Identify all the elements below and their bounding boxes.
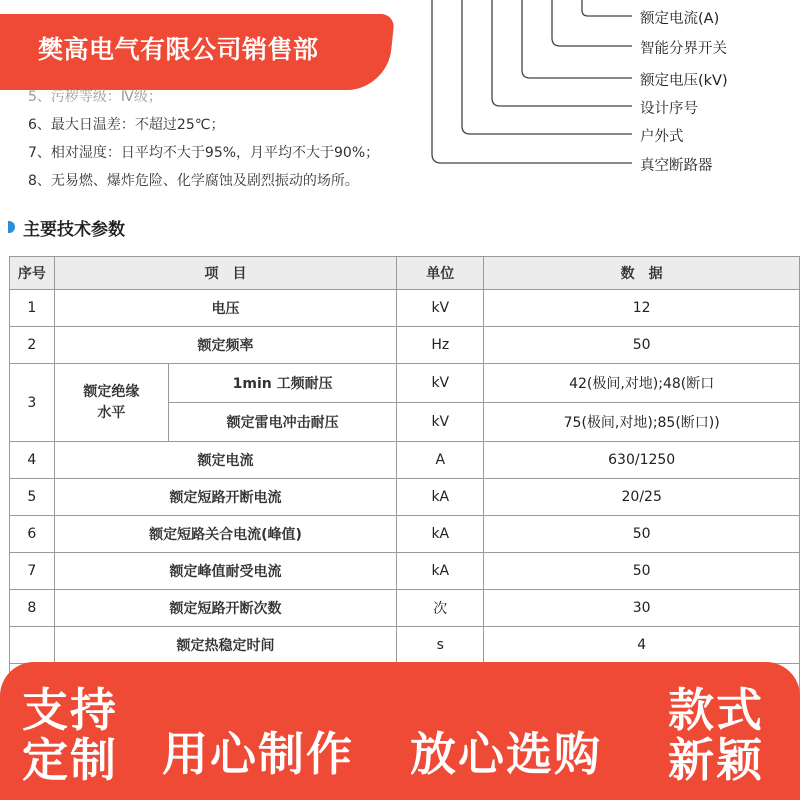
cell-unit: kV bbox=[397, 290, 484, 327]
cell-no: 2 bbox=[10, 327, 55, 364]
cell-no: 1 bbox=[10, 290, 55, 327]
cell-unit: kA bbox=[397, 553, 484, 590]
cell-value: 630/1250 bbox=[484, 442, 800, 479]
cell-item: 额定热稳定时间 bbox=[54, 627, 396, 664]
promo-left-top: 支持 bbox=[22, 683, 118, 737]
cell-item: 额定短路关合电流(峰值) bbox=[54, 516, 396, 553]
cell-value: 50 bbox=[484, 516, 800, 553]
cell-item: 额定峰值耐受电流 bbox=[54, 553, 396, 590]
cell-value: 30 bbox=[484, 590, 800, 627]
header-no: 序号 bbox=[10, 257, 55, 290]
table-row bbox=[10, 364, 800, 403]
cell-item: 额定短路开断次数 bbox=[54, 590, 396, 627]
model-label: 额定电流(A) bbox=[640, 11, 720, 27]
cell-item: 额定频率 bbox=[54, 327, 396, 364]
cell-group bbox=[54, 364, 168, 442]
cell-item: 电压 bbox=[54, 290, 396, 327]
table-row bbox=[10, 627, 800, 664]
cell-value: 4 bbox=[484, 627, 800, 664]
condition-item: 5、污秽等级：Ⅳ级； bbox=[28, 89, 162, 105]
model-label: 真空断路器 bbox=[640, 158, 713, 174]
header-item: 项 目 bbox=[54, 257, 396, 290]
cell-value: 50 bbox=[484, 327, 800, 364]
cell-no: 3 bbox=[10, 364, 55, 442]
condition-item: 7、相对湿度：日平均不大于95%，月平均不大于90%； bbox=[28, 145, 380, 161]
cell-item: 额定短路开断电流 bbox=[54, 479, 396, 516]
section-title: 主要技术参数 bbox=[23, 220, 125, 240]
cell-unit: kV bbox=[397, 364, 484, 403]
table-row bbox=[10, 442, 800, 479]
cell-unit: kA bbox=[397, 479, 484, 516]
table-header-row bbox=[10, 257, 800, 290]
promo-right-top: 款式 bbox=[668, 683, 764, 737]
cell-no bbox=[10, 627, 55, 664]
cell-unit: kA bbox=[397, 516, 484, 553]
table-row bbox=[10, 290, 800, 327]
table-row bbox=[10, 516, 800, 553]
cell-item: 额定雷电冲击耐压 bbox=[168, 403, 396, 442]
table-row bbox=[10, 553, 800, 590]
cell-item: 额定电流 bbox=[54, 442, 396, 479]
cell-no: 6 bbox=[10, 516, 55, 553]
cell-value: 20/25 bbox=[484, 479, 800, 516]
promo-middle-1: 用心制作 bbox=[162, 727, 354, 781]
model-label: 智能分界开关 bbox=[640, 41, 727, 57]
cell-value: 50 bbox=[484, 553, 800, 590]
company-name: 樊高电气有限公司销售部 bbox=[38, 35, 319, 64]
header-unit: 单位 bbox=[397, 257, 484, 290]
group-label: 额定绝缘水平 bbox=[83, 383, 140, 421]
section-marker-icon bbox=[8, 221, 15, 233]
cell-no: 5 bbox=[10, 479, 55, 516]
promo-left-bottom: 定制 bbox=[22, 733, 118, 787]
promo-right-bottom: 新颖 bbox=[668, 733, 764, 787]
cell-unit: s bbox=[397, 627, 484, 664]
cell-item: 1min 工频耐压 bbox=[168, 364, 396, 403]
cell-unit: A bbox=[397, 442, 484, 479]
cell-value: 42(极间,对地);48(断口 bbox=[484, 364, 800, 403]
cell-no: 7 bbox=[10, 553, 55, 590]
cell-no: 4 bbox=[10, 442, 55, 479]
condition-item: 6、最大日温差：不超过25℃； bbox=[28, 117, 225, 133]
header-value: 数 据 bbox=[484, 257, 800, 290]
model-label: 额定电压(kV) bbox=[640, 73, 728, 89]
parameter-table bbox=[9, 256, 800, 701]
table-row bbox=[10, 590, 800, 627]
model-label: 设计序号 bbox=[640, 101, 698, 117]
cell-no: 8 bbox=[10, 590, 55, 627]
table-row bbox=[10, 479, 800, 516]
table-row bbox=[10, 327, 800, 364]
cell-value: 12 bbox=[484, 290, 800, 327]
cell-unit: 次 bbox=[397, 590, 484, 627]
cell-unit: Hz bbox=[397, 327, 484, 364]
model-label: 户外式 bbox=[640, 129, 684, 145]
condition-item: 8、无易燃、爆炸危险、化学腐蚀及剧烈振动的场所。 bbox=[28, 173, 359, 189]
cell-value: 75(极间,对地);85(断口)) bbox=[484, 403, 800, 442]
promo-middle-2: 放心选购 bbox=[410, 727, 602, 781]
cell-unit: kV bbox=[397, 403, 484, 442]
